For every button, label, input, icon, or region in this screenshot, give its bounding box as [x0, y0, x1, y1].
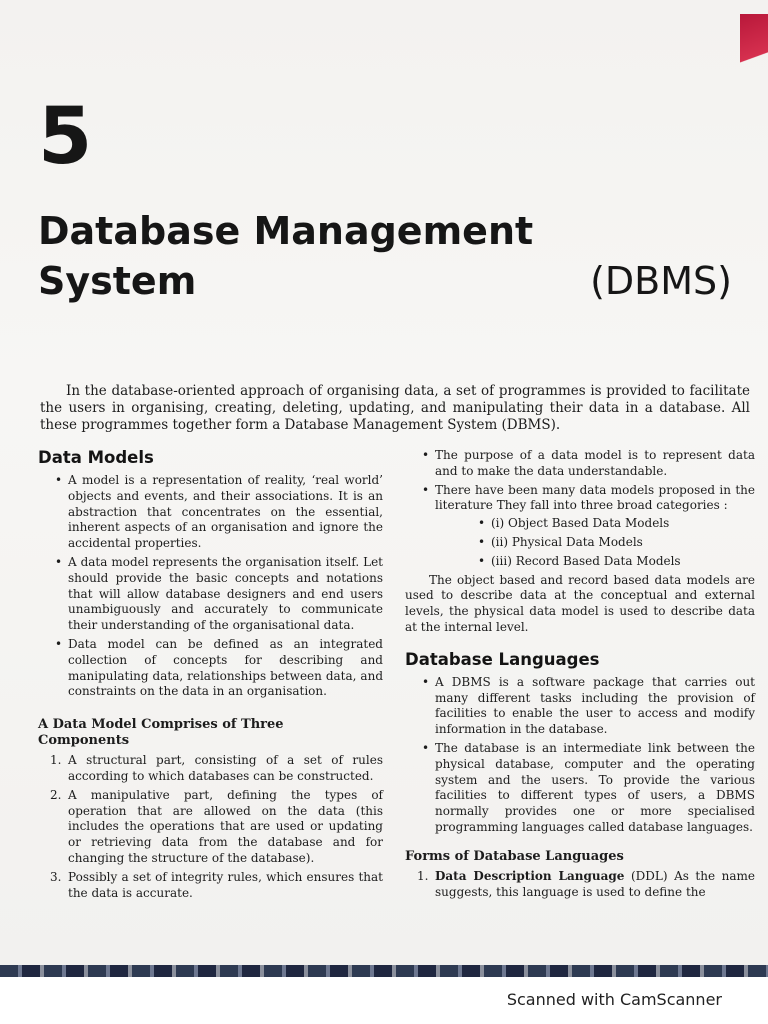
- list-item: 2. A manipulative part, defining the types of operation that are allowed on the data (this includes the operations that are used or updating or retrieving data from the database and for changing the structure of the database).: [50, 787, 383, 865]
- list-item: • A data model represents the organisation itself. Let should provide the basic concepts and notations that will allow database designers and end users unambiguously and accurately to communicate their understanding of the organisational data.: [38, 555, 383, 634]
- chapter-title-abbrev: (DBMS): [590, 259, 732, 303]
- heading-database-languages: Database Languages: [405, 649, 600, 669]
- list-item: 1. Data Description Language (DDL) As the name suggests, this language is used to define the: [417, 868, 755, 899]
- list-item: • There have been many data models proposed in the literature They fall into three broad categories : • (i) Object Based Data Models • (ii) Physical Data Models • (iii) Record Based Data Models: [405, 483, 755, 570]
- chapter-title: [38, 206, 732, 306]
- list-item: • Data model can be defined as an integrated collection of concepts for describing and manipulating data, relationships between data, and constraints on the data in an organisation.: [38, 637, 383, 700]
- purpose-list: [405, 448, 755, 570]
- right-column: [405, 448, 755, 903]
- category-item: • (i) Object Based Data Models: [461, 516, 755, 532]
- list-item: 1. A structural part, consisting of a set of rules according to which databases can be constructed.: [50, 753, 383, 783]
- model-levels-paragraph: The object based and record based data models are used to describe data at the conceptual and external levels, the physical data model is used to describe data at the internal level.: [405, 572, 755, 634]
- list-item: • A DBMS is a software package that carries out many different tasks including the provision of facilities to enable the user to access and modify information in the database.: [405, 675, 755, 738]
- heading-components: A Data Model Comprises of Three Components: [38, 717, 284, 749]
- category-item: • (iii) Record Based Data Models: [461, 554, 755, 570]
- components-list: [38, 753, 383, 901]
- page-bottom-edge: [0, 965, 768, 977]
- chapter-number: 5: [38, 92, 93, 182]
- left-column: [38, 448, 383, 904]
- category-item: • (ii) Physical Data Models: [461, 535, 755, 551]
- model-categories: [461, 516, 755, 569]
- languages-list: [405, 675, 755, 836]
- heading-forms: Forms of Database Languages: [405, 848, 624, 864]
- page-edge-mark: [740, 14, 768, 84]
- forms-list: [405, 869, 755, 901]
- data-models-list: [38, 473, 383, 700]
- list-item: • The database is an intermediate link between the physical database, computer and the operating system and the users. To provide the various facilities to different types of users, a DBMS normally provides one or more specialised programming languages called database languages.: [405, 741, 755, 836]
- list-item: 3. Possibly a set of integrity rules, which ensures that the data is accurate.: [50, 869, 383, 900]
- list-item: • A model is a representation of reality, ‘real world’ objects and events, and their associations. It is an abstraction that concentrates on the essential, inherent aspects of an organisation and ignore the accidental properties.: [38, 473, 383, 552]
- list-item: • The purpose of a data model is to represent data and to make the data understandable.: [405, 448, 755, 480]
- scanner-watermark: Scanned with CamScanner: [506, 990, 722, 1009]
- chapter-title-main: Database Management System: [38, 209, 534, 303]
- intro-paragraph: In the database-oriented approach of organising data, a set of programmes is provided to facilitate the users in organising, creating, deleting, updating, and manipulating their data in a database. All these programmes together form a Database Management System (DBMS).: [40, 383, 750, 433]
- heading-data-models: Data Models: [38, 448, 154, 467]
